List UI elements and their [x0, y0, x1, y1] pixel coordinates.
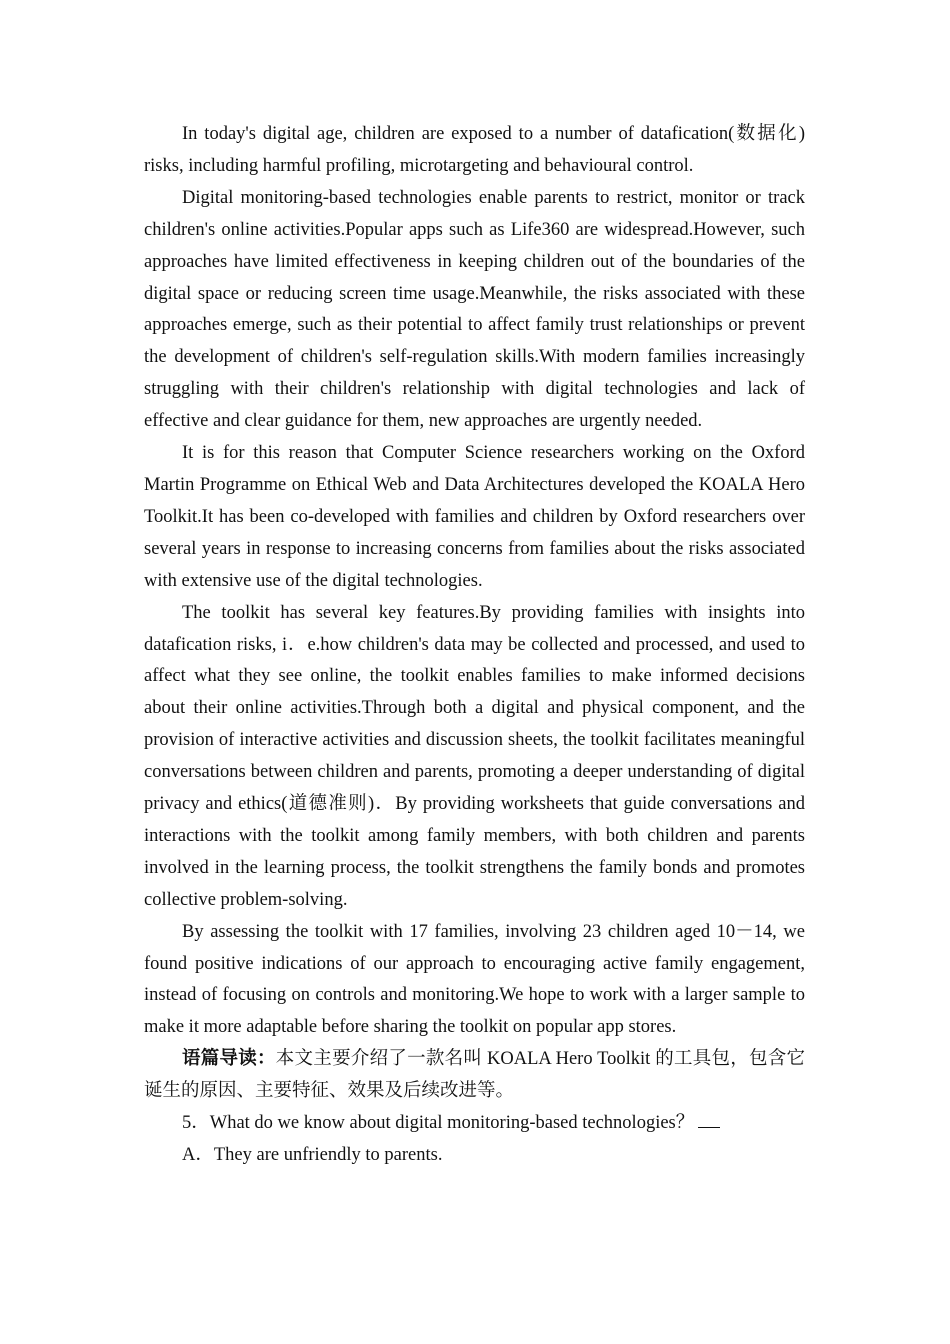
question-5 — [144, 1108, 805, 1140]
answer-blank — [698, 1109, 720, 1128]
reading-guide — [144, 1044, 805, 1108]
paragraph-3: It is for this reason that Computer Science researchers working on the Oxford Martin Programme on Ethical Web and Data Architectures developed the KOALA Hero Toolkit.It has been co-developed with families and children by Oxford researchers over several years in response to increasing concerns from families about the risks associated with extensive use of the digital technologies. — [144, 443, 805, 591]
paragraph-1: In today's digital age, children are exposed to a number of datafication(数据化) risks, including harmful profiling, microtargeting and behavioural control. — [144, 124, 805, 176]
reading-guide-label: 语篇导读： — [182, 1049, 276, 1070]
paragraph-2: Digital monitoring-based technologies enable parents to restrict, monitor or track children's online activities.Popular apps such as Life360 are widespread.However, such approaches have limited effectiveness in keeping children out of the boundaries of the digital space or reducing screen time usage.Meanwhile, the risks associated with these approaches emerge, such as their potential to affect family trust relationships or prevent the development of children's self-regulation skills.With modern families increasingly struggling with their children's relationship with digital technologies and lack of effective and clear guidance for them, new approaches are urgently needed. — [144, 187, 805, 432]
option-a: A．They are unfriendly to parents. — [182, 1145, 443, 1165]
reading-guide-text: 本文主要介绍了一款名叫 KOALA Hero Toolkit 的工具包，包含它诞生的原因、主要特征、效果及后续改进等。 — [144, 1049, 805, 1102]
paragraph-5: By assessing the toolkit with 17 families, involving 23 children aged 10－14, we found positive indications of our approach to encouraging active family engagement, instead of focusing on controls and monitoring.We hope to work with a larger sample to make it more adaptable before sharing the toolkit on popular app stores. — [144, 921, 805, 1038]
question-5-text: 5．What do we know about digital monitoring-based technologies？ — [182, 1113, 695, 1134]
passage — [144, 119, 805, 1172]
paragraph-4: The toolkit has several key features.By providing families with insights into datafication risks, i．e.how children's data may be collected and processed, and used to affect what they see online, the toolkit enables families to make informed decisions about their online activities.Through both a digital and physical component, and the provision of interactive activities and discussion sheets, the toolkit facilitates meaningful conversations between children and parents, promoting a deeper understanding of digital privacy and ethics(道德准则)．By providing worksheets that guide conversations and interactions with the toolkit among family members, with both children and parents involved in the learning process, the toolkit strengthens the family bonds and promotes collective problem-solving. — [144, 602, 805, 910]
